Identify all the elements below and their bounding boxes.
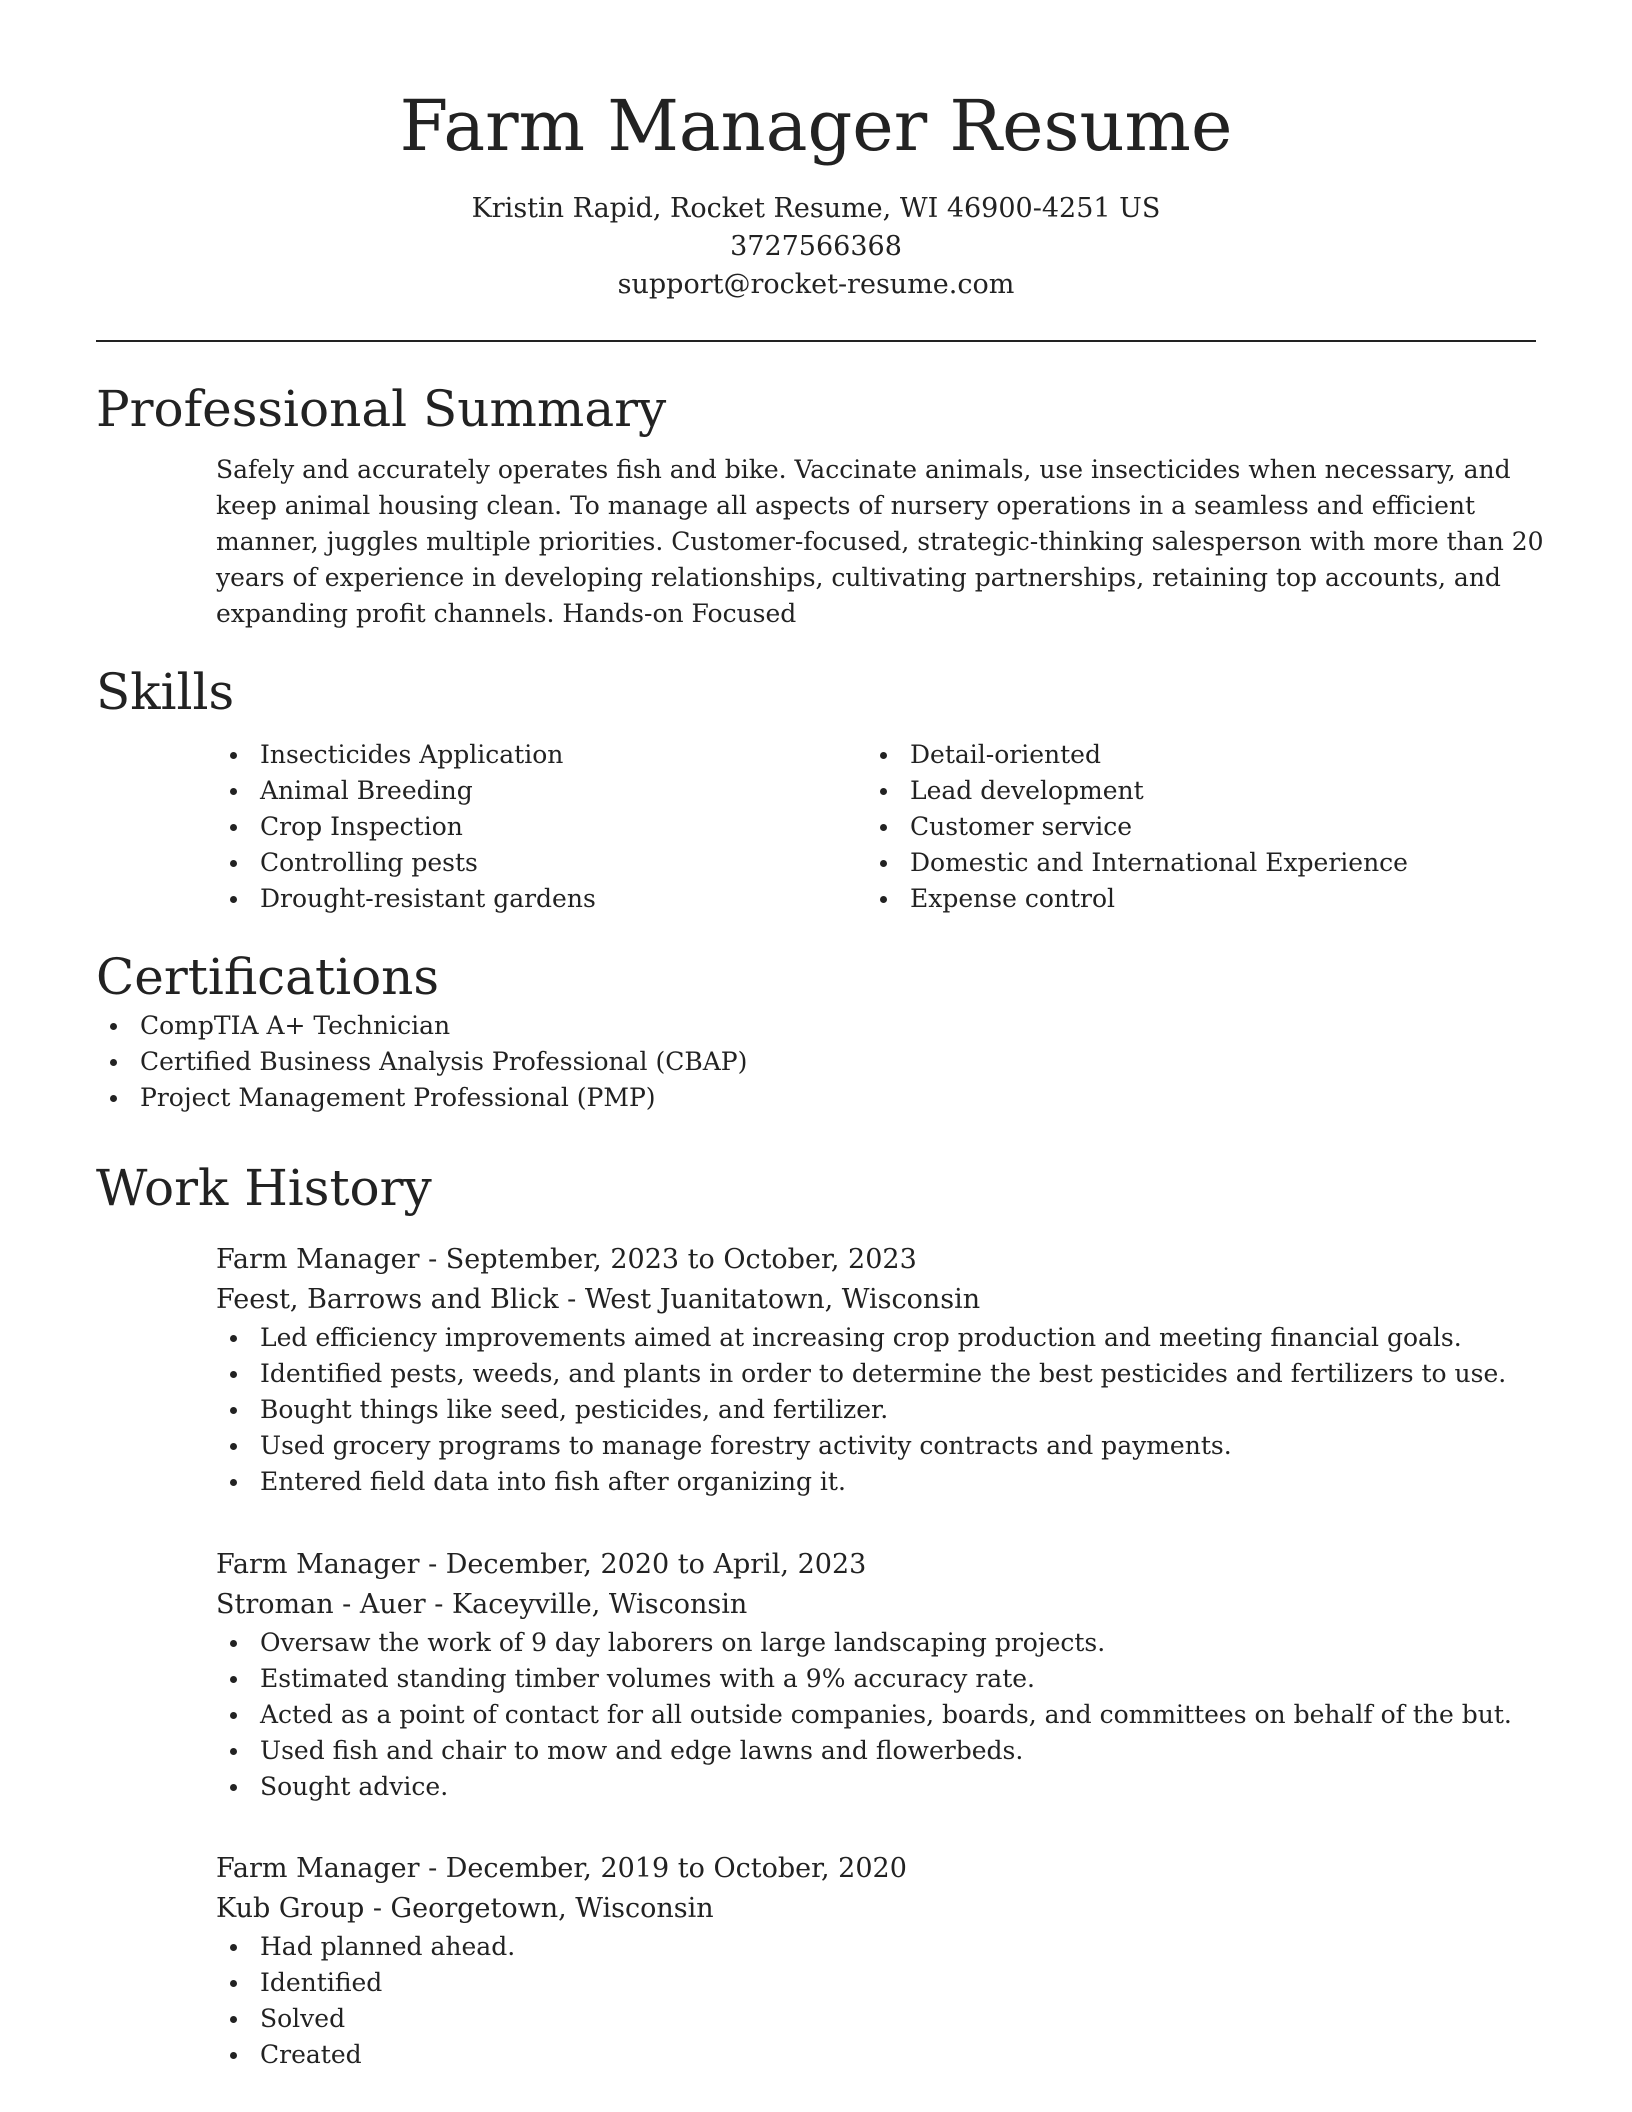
certification-item: Project Management Professional (PMP) <box>96 1080 1536 1116</box>
job-bullet: Entered field data into fish after organizing it. <box>216 1464 1536 1500</box>
job-bullet: Acted as a point of contact for all outside companies, boards, and committees on behalf of the but. <box>216 1697 1536 1733</box>
job-company-location: Feest, Barrows and Blick - West Juanitatown, Wisconsin <box>216 1284 981 1315</box>
skill-item: Drought-resistant gardens <box>216 881 866 917</box>
job-bullet: Had planned ahead. <box>216 1929 1536 1965</box>
certifications-section <box>96 946 1536 1116</box>
job-bullet: Identified <box>216 1965 1536 2001</box>
job-bullet: Sought advice. <box>216 1769 1536 1805</box>
skill-item: Insecticides Application <box>216 737 866 773</box>
job-entry <box>96 1240 1536 1500</box>
skills-section <box>96 661 1536 917</box>
skill-item: Crop Inspection <box>216 809 866 845</box>
skills-left-list <box>216 737 866 917</box>
contact-email: support@rocket-resume.com <box>617 269 1015 300</box>
job-bullets <box>216 1320 1536 1500</box>
job-bullet: Solved <box>216 2001 1536 2037</box>
skill-item: Controlling pests <box>216 845 866 881</box>
summary-heading: Professional Summary <box>96 380 667 438</box>
job-bullet: Oversaw the work of 9 day laborers on large landscaping projects. <box>216 1625 1536 1661</box>
certification-item: Certified Business Analysis Professional (CBAP) <box>96 1044 1536 1080</box>
skill-item: Lead development <box>866 773 1516 809</box>
summary-text: Safely and accurately operates fish and bike. Vaccinate animals, use insecticides when necessary, and keep animal housing clean. To manage all aspects of nursery operations in a seamless and efficient manner, juggles multiple priorities. Customer-focused, strategic-thinking salesperson with more than 20 years of experience in developing relationships, cultivating partnerships, retaining top accounts, and expanding profit channels. Hands-on Focused <box>216 455 1544 628</box>
job-bullets <box>216 1929 1536 2073</box>
job-title-dates: Farm Manager - September, 2023 to October, 2023 <box>216 1244 917 1275</box>
skills-heading: Skills <box>96 663 235 721</box>
certification-item: CompTIA A+ Technician <box>96 1008 1536 1044</box>
job-entry <box>96 1545 1536 1805</box>
page-title: Farm Manager Resume <box>399 85 1233 167</box>
summary-section <box>96 378 1544 632</box>
skills-columns <box>216 737 1536 917</box>
header-divider <box>96 340 1536 342</box>
job-entry <box>96 1849 1536 2073</box>
skill-item: Customer service <box>866 809 1516 845</box>
skill-item: Detail-oriented <box>866 737 1516 773</box>
certifications-heading: Certifications <box>96 948 440 1006</box>
job-title-dates: Farm Manager - December, 2020 to April, 2023 <box>216 1549 867 1580</box>
job-bullet: Estimated standing timber volumes with a 9% accuracy rate. <box>216 1661 1536 1697</box>
contact-phone: 3727566368 <box>730 231 902 262</box>
certifications-list <box>96 1008 1536 1116</box>
skill-item: Expense control <box>866 881 1516 917</box>
job-title-dates: Farm Manager - December, 2019 to October, 2020 <box>216 1853 907 1884</box>
work-history-section <box>96 1157 1536 1219</box>
skill-item: Animal Breeding <box>216 773 866 809</box>
job-bullet: Created <box>216 2037 1536 2073</box>
job-company-location: Stroman - Auer - Kaceyville, Wisconsin <box>216 1589 748 1620</box>
job-bullets <box>216 1625 1536 1805</box>
resume-header <box>0 0 1632 304</box>
work-history-heading: Work History <box>96 1159 432 1217</box>
skills-right-list <box>866 737 1516 917</box>
job-bullet: Used fish and chair to mow and edge lawns and flowerbeds. <box>216 1733 1536 1769</box>
job-company-location: Kub Group - Georgetown, Wisconsin <box>216 1893 714 1924</box>
skill-item: Domestic and International Experience <box>866 845 1516 881</box>
contact-address: Kristin Rapid, Rocket Resume, WI 46900-4251 US <box>471 193 1161 224</box>
job-bullet: Led efficiency improvements aimed at increasing crop production and meeting financial goals. <box>216 1320 1536 1356</box>
job-bullet: Used grocery programs to manage forestry activity contracts and payments. <box>216 1428 1536 1464</box>
job-bullet: Bought things like seed, pesticides, and fertilizer. <box>216 1392 1536 1428</box>
job-bullet: Identified pests, weeds, and plants in order to determine the best pesticides and fertilizers to use. <box>216 1356 1536 1392</box>
